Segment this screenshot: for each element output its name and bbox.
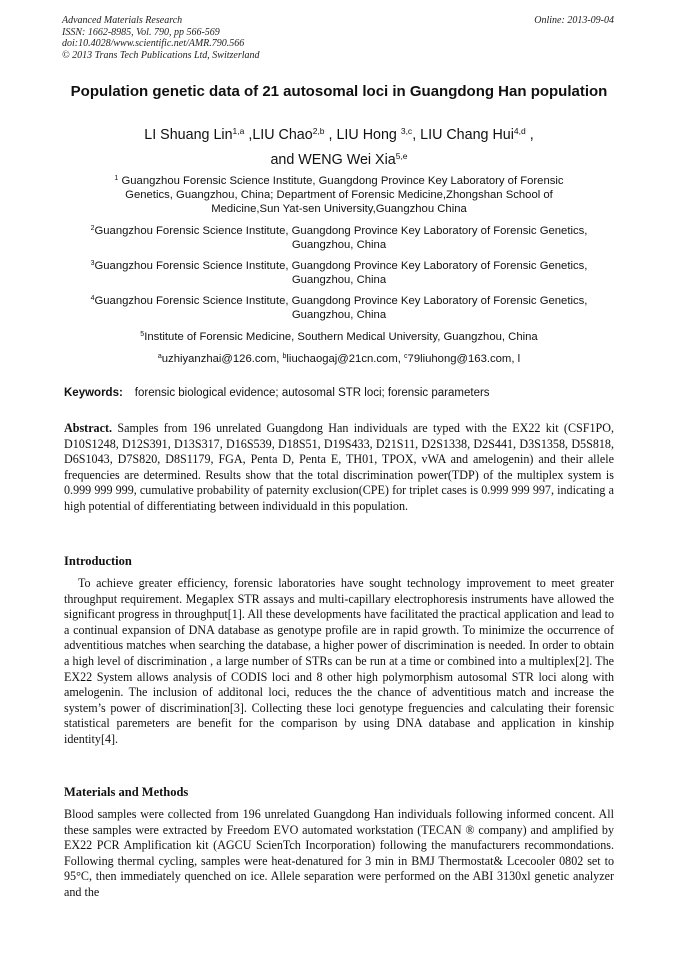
author-separator: , xyxy=(324,127,337,143)
email-sup: a xyxy=(157,353,162,360)
author-emails xyxy=(62,352,616,366)
affiliation-1 xyxy=(62,174,616,216)
methods-text: Blood samples were collected from 196 unrelated Guangdong Han individuals following informed concent. All these samples were extracted by Freedom EVO automated workstation (TECAN ® company) and amplified by EX22 PCR Amplification kit (AGCU ScienTch Incorporation) following the manufacturers recommondations. Following thermal cycling, samples were heat-denatured for 3 min in BMJ Thermostat& Lcecooler 0802 set to 95°C, then immediately quenched on ice. Allele separation were performed on the ABI 3130xl genetic analyzer and the xyxy=(64,807,614,899)
affiliation-4 xyxy=(62,294,616,322)
affiliation-5 xyxy=(62,330,616,344)
author-sup: 4,d xyxy=(513,126,526,136)
author-separator: , xyxy=(412,127,421,143)
affiliation-3 xyxy=(62,259,616,287)
author-line-2 xyxy=(62,148,616,173)
affiliation-number: 2 xyxy=(90,225,95,232)
online-date: Online: 2013-09-04 xyxy=(534,15,614,26)
email-link[interactable]: 79liuhong@163.com, l xyxy=(407,353,521,365)
methods-paragraph xyxy=(64,807,614,901)
journal-header xyxy=(62,15,260,61)
introduction-heading: Introduction xyxy=(64,554,132,568)
keywords-label: Keywords: xyxy=(64,387,123,399)
keywords xyxy=(64,387,490,399)
affiliation-text: Guangzhou Forensic Science Institute, Guangdong Province Key Laboratory of Forensic Genetics, Guangzhou, China xyxy=(94,225,588,251)
author-sup: 3,c xyxy=(400,126,413,136)
author-separator: , xyxy=(525,127,534,143)
affiliation-text: Guangzhou Forensic Science Institute, Guangdong Province Key Laboratory of Forensic Genetics, Guangzhou, China xyxy=(94,260,588,286)
issn-line: ISSN: 1662-8985, Vol. 790, pp 566-569 xyxy=(62,26,220,38)
email-sup: c xyxy=(404,353,408,360)
author-sup: 5,e xyxy=(395,151,408,161)
methods-heading: Materials and Methods xyxy=(64,785,189,799)
author-name: LIU Hong xyxy=(336,127,401,143)
affiliation-text: Guangzhou Forensic Science Institute, Guangdong Province Key Laboratory of Forensic Genetics, Guangzhou, China; Department of Forensic Medicine,Zhongshan School of Medicine,Sun Yat-sen University,Guangzhou China xyxy=(118,175,564,215)
copyright-line: © 2013 Trans Tech Publications Ltd, Switzerland xyxy=(62,49,260,61)
affiliation-2 xyxy=(62,224,616,252)
introduction-text: To achieve greater efficiency, forensic laboratories have sought technology improvement to meet greater throughput requirement. Megaplex STR assays and multi-capillary electrophoresis instruments have allowed the significant progress in throughput[1]. All these developments have facilitated the practical application and lead to a continual expansion of DNA database as genotype profile are in rapid growth. To minimize the occurrence of adventitious matches when searching the database, a higher power of discrimination is needed. In order to obtain a high level of discrimination , a large number of STRs can be run at a time or combined into a multiplex[2]. The EX22 System allows analysis of CODIS loci and 8 other high polymorphism autosomal STR loci along with amelogenin. The inclusion of additonal loci, reduces the the chance of adventitious match and increase the system’s power of discrimination[3]. Collecting these loci genotype freguencies and calculating their forensic statistical paremeters are benefit for the comparison by using DNA database and application in kinship identity[4]. xyxy=(64,576,614,746)
journal-name: Advanced Materials Research xyxy=(62,15,183,26)
introduction-paragraph xyxy=(64,576,614,748)
author-separator: , xyxy=(244,127,253,143)
abstract xyxy=(64,421,614,515)
affiliation-text: Guangzhou Forensic Science Institute, Guangdong Province Key Laboratory of Forensic Genetics, Guangzhou, China xyxy=(94,295,588,321)
abstract-label: Abstract. xyxy=(64,421,113,435)
author-name: and WENG Wei Xia xyxy=(270,152,396,168)
author-sup: 2,b xyxy=(312,126,325,136)
affiliation-text: Institute of Forensic Medicine, Southern Medical University, Guangzhou, China xyxy=(144,331,538,343)
author-line-1 xyxy=(62,123,616,148)
doi-line: doi:10.4028/www.scientific.net/AMR.790.566 xyxy=(62,38,245,50)
keywords-text: forensic biological evidence; autosomal STR loci; forensic parameters xyxy=(134,387,490,399)
email-link[interactable]: liuchaogaj@21cn.com, xyxy=(286,353,405,365)
affiliation-number: 1 xyxy=(114,175,119,182)
affiliation-number: 3 xyxy=(90,260,95,267)
author-sup: 1,a xyxy=(232,126,245,136)
abstract-text: Samples from 196 unrelated Guangdong Han individuals are typed with the EX22 kit (CSF1PO, D10S1248, D12S391, D13S317, D16S539, D18S51, D19S433, D21S11, D2S1338, D2S441, D3S1358, D5S818, D6S1043, D7S820, D8S1179, FGA, Penta D, Penta E, TH01, TPOX, vWA and amelogenin) and their allele frequencies are determined. Results show that the total discrimination power(TDP) of the multiplex system is 0.999 999 999, cumulative probability of paternity exclusion(CPE) for triplet cases is 0.999 999 997, indicating a high potential of differentiating between individuald in this population. xyxy=(64,421,615,513)
paper-title: Population genetic data of 21 autosomal loci in Guangdong Han population xyxy=(70,83,608,100)
email-link[interactable]: uzhiyanzhai@126.com, xyxy=(161,353,283,365)
author-name: LIU Chao xyxy=(252,127,313,143)
affiliation-number: 4 xyxy=(90,295,95,302)
author-list xyxy=(62,123,616,173)
email-sup: b xyxy=(282,353,287,360)
author-name: LI Shuang Lin xyxy=(144,127,233,143)
affiliation-number: 5 xyxy=(140,331,145,338)
author-name: LIU Chang Hui xyxy=(420,127,514,143)
